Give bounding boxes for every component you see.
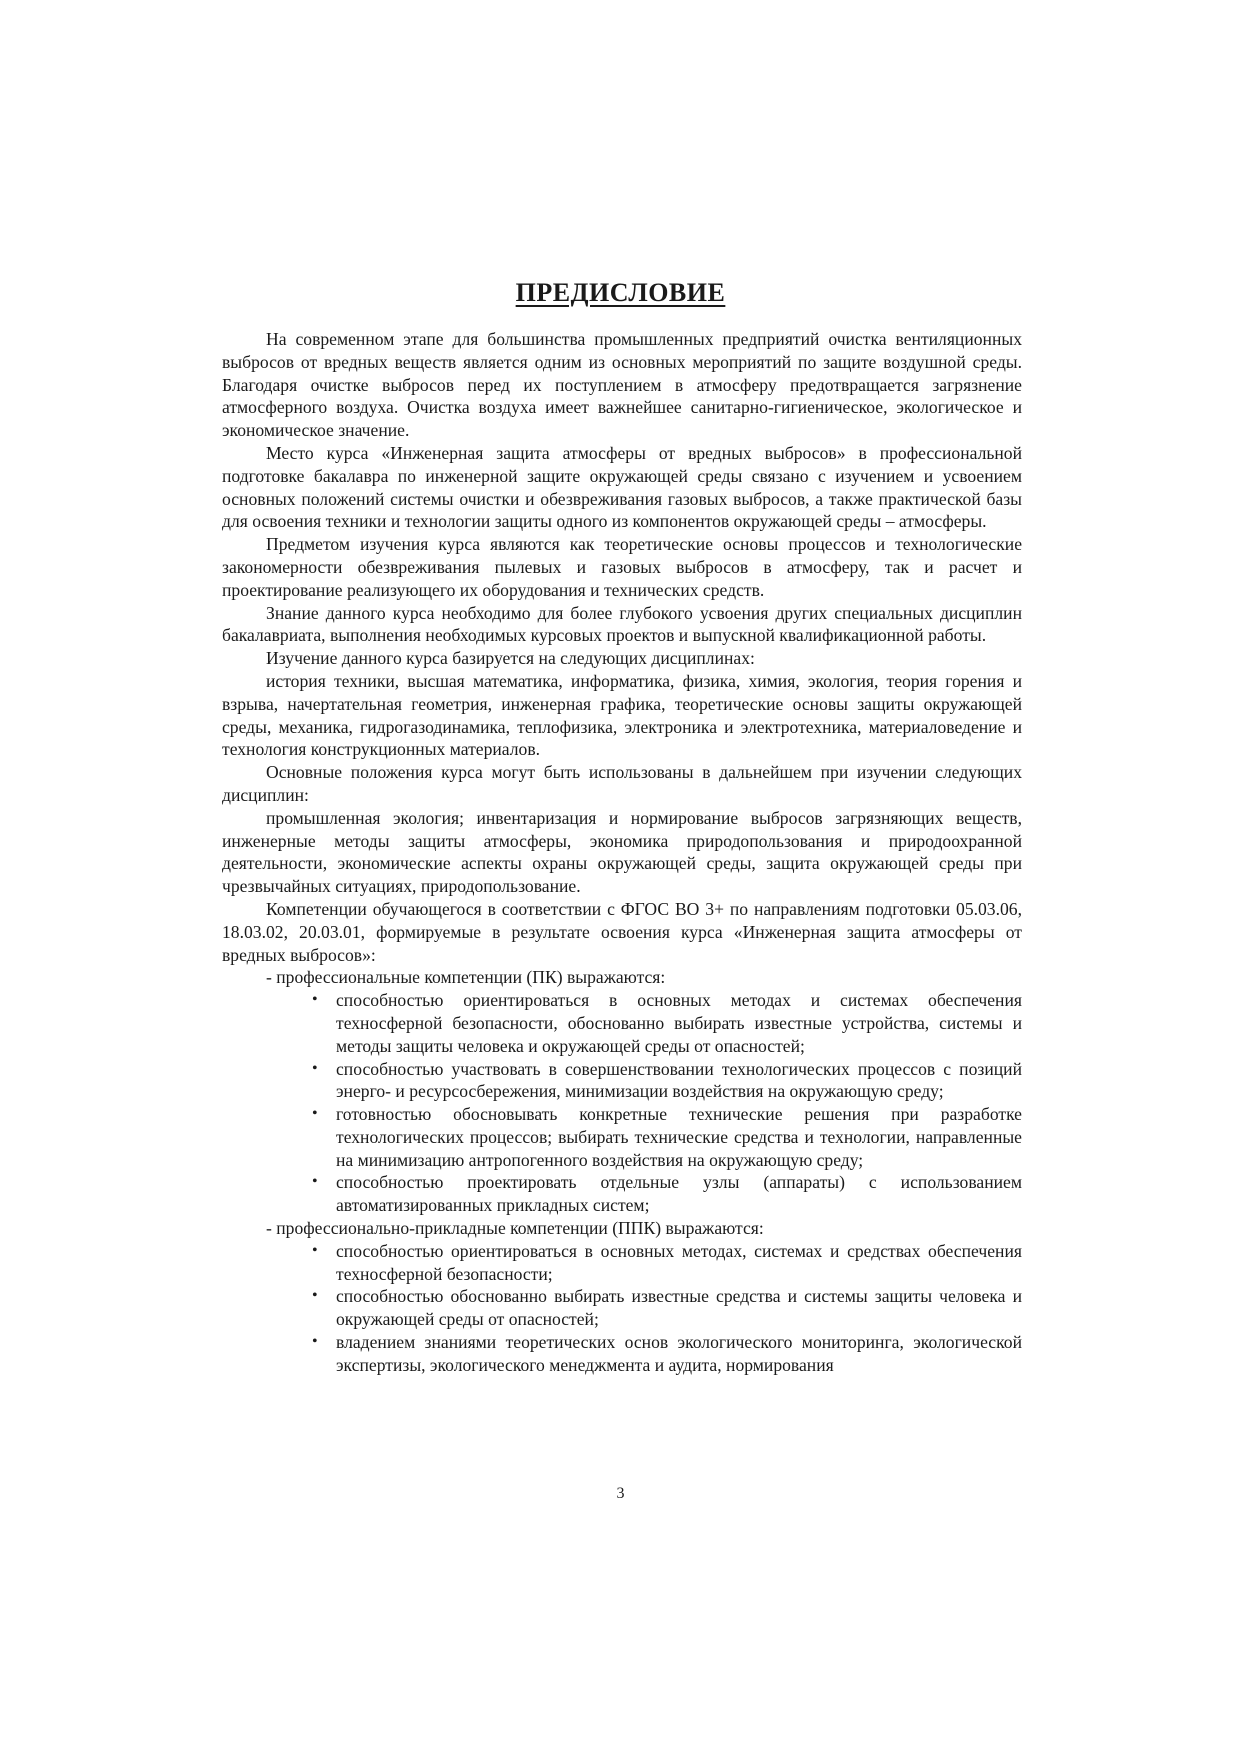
list-item-text: способностью обоснованно выбирать известные средства и системы защиты человека и окружающей среды от опасностей;	[336, 1286, 1022, 1330]
list-item	[312, 989, 1022, 1057]
paragraph: Предметом изучения курса являются как теоретические основы процессов и технологические закономерности обезвреживания пылевых и газовых выбросов в атмосферу, так и расчет и проектирование реализующего их оборудования и технических средств.	[222, 534, 1022, 600]
bullet-icon: •	[312, 991, 318, 1009]
page-title	[0, 276, 1241, 310]
ppk-heading: - профессионально-прикладные компетенции (ППК) выражаются:	[266, 1218, 764, 1239]
list-item-text: способностью проектировать отдельные узлы (аппараты) с использованием автоматизированных прикладных систем;	[336, 1172, 1022, 1216]
list-item	[312, 1103, 1022, 1171]
paragraph: Изучение данного курса базируется на следующих дисциплинах:	[266, 648, 755, 669]
list-item	[312, 1240, 1022, 1286]
bullet-icon: •	[312, 1333, 318, 1351]
ppk-list	[222, 1240, 1022, 1377]
list-item	[312, 1285, 1022, 1331]
list-item	[312, 1171, 1022, 1217]
paragraph: Основные положения курса могут быть использованы в дальнейшем при изучении следующих дисциплин:	[222, 762, 1022, 805]
list-item-text: владением знаниями теоретических основ экологического мониторинга, экологической экспертизы, экологического менеджмента и аудита, нормирования	[336, 1332, 1022, 1375]
pk-heading: - профессиональные компетенции (ПК) выражаются:	[266, 967, 666, 988]
paragraph: Знание данного курса необходимо для более глубокого усвоения других специальных дисциплин бакалавриата, выполнения необходимых курсовых проектов и выпускной квалификационной работы.	[222, 602, 1022, 646]
list-item-text: способностью ориентироваться в основных методах, системах и средствах обеспечения техносферной безопасности;	[336, 1240, 1022, 1284]
paragraph: история техники, высшая математика, информатика, физика, химия, экология, теория горения и взрыва, начертательная геометрия, инженерная графика, теоретические основы защиты окружающей среды, механика, гидрогазодинамика, теплофизика, электроника и электротехника, материаловедение и технология конструкционных материалов.	[222, 670, 1022, 760]
list-item	[312, 1058, 1022, 1104]
bullet-icon: •	[312, 1059, 318, 1077]
list-item-text: готовностью обосновывать конкретные технические решения при разработке технологических процессов; выбирать технические средства и технологии, направленные на минимизацию антропогенного воздействия на окружающую среду;	[336, 1104, 1022, 1170]
bullet-icon: •	[312, 1241, 318, 1259]
paragraph: Место курса «Инженерная защита атмосферы от вредных выбросов» в профессиональной подготовке бакалавра по инженерной защите окружающей среды связано с изучением и усвоением основных положений системы очистки и обезвреживания газовых выбросов, а также практической базы для освоения техники и технологии защиты одного из компонентов окружающей среды – атмосферы.	[222, 442, 1022, 532]
paragraph: На современном этапе для большинства промышленных предприятий очистка вентиляционных выбросов от вредных веществ является одним из основных мероприятий по защите воздушной среды. Благодаря очистке выбросов перед их поступлением в атмосферу предотвращается загрязнение атмосферного воздуха. Очистка воздуха имеет важнейшее санитарно-гигиеническое, экологическое и экономическое значение.	[222, 329, 1022, 441]
list-item	[312, 1331, 1022, 1377]
list-item-text: способностью ориентироваться в основных методах и системах обеспечения техносферной безопасности, обоснованно выбирать известные устройства, системы и методы защиты человека и окружающей среды от опасностей;	[336, 990, 1022, 1056]
bullet-icon: •	[312, 1173, 318, 1191]
page-title-text: ПРЕДИСЛОВИЕ	[515, 278, 726, 307]
page-number: 3	[616, 1485, 625, 1502]
bullet-icon: •	[312, 1105, 318, 1123]
paragraph: промышленная экология; инвентаризация и нормирование выбросов загрязняющих веществ, инженерные методы защиты атмосферы, экономика природопользования и природоохранной деятельности, экономические аспекты охраны окружающей среды, защита окружающей среды при чрезвычайных ситуациях, природопользование.	[222, 807, 1022, 897]
document-body	[222, 328, 1022, 1377]
pk-list	[222, 989, 1022, 1217]
list-item-text: способностью участвовать в совершенствовании технологических процессов с позиций энерго- и ресурсосбережения, минимизации воздействия на окружающую среду;	[336, 1058, 1022, 1102]
bullet-icon: •	[312, 1287, 318, 1305]
paragraph: Компетенции обучающегося в соответствии с ФГОС ВО 3+ по направлениям подготовки 05.03.06, 18.03.02, 20.03.01, формируемые в результате освоения курса «Инженерная защита атмосферы от вредных выбросов»:	[222, 898, 1022, 965]
